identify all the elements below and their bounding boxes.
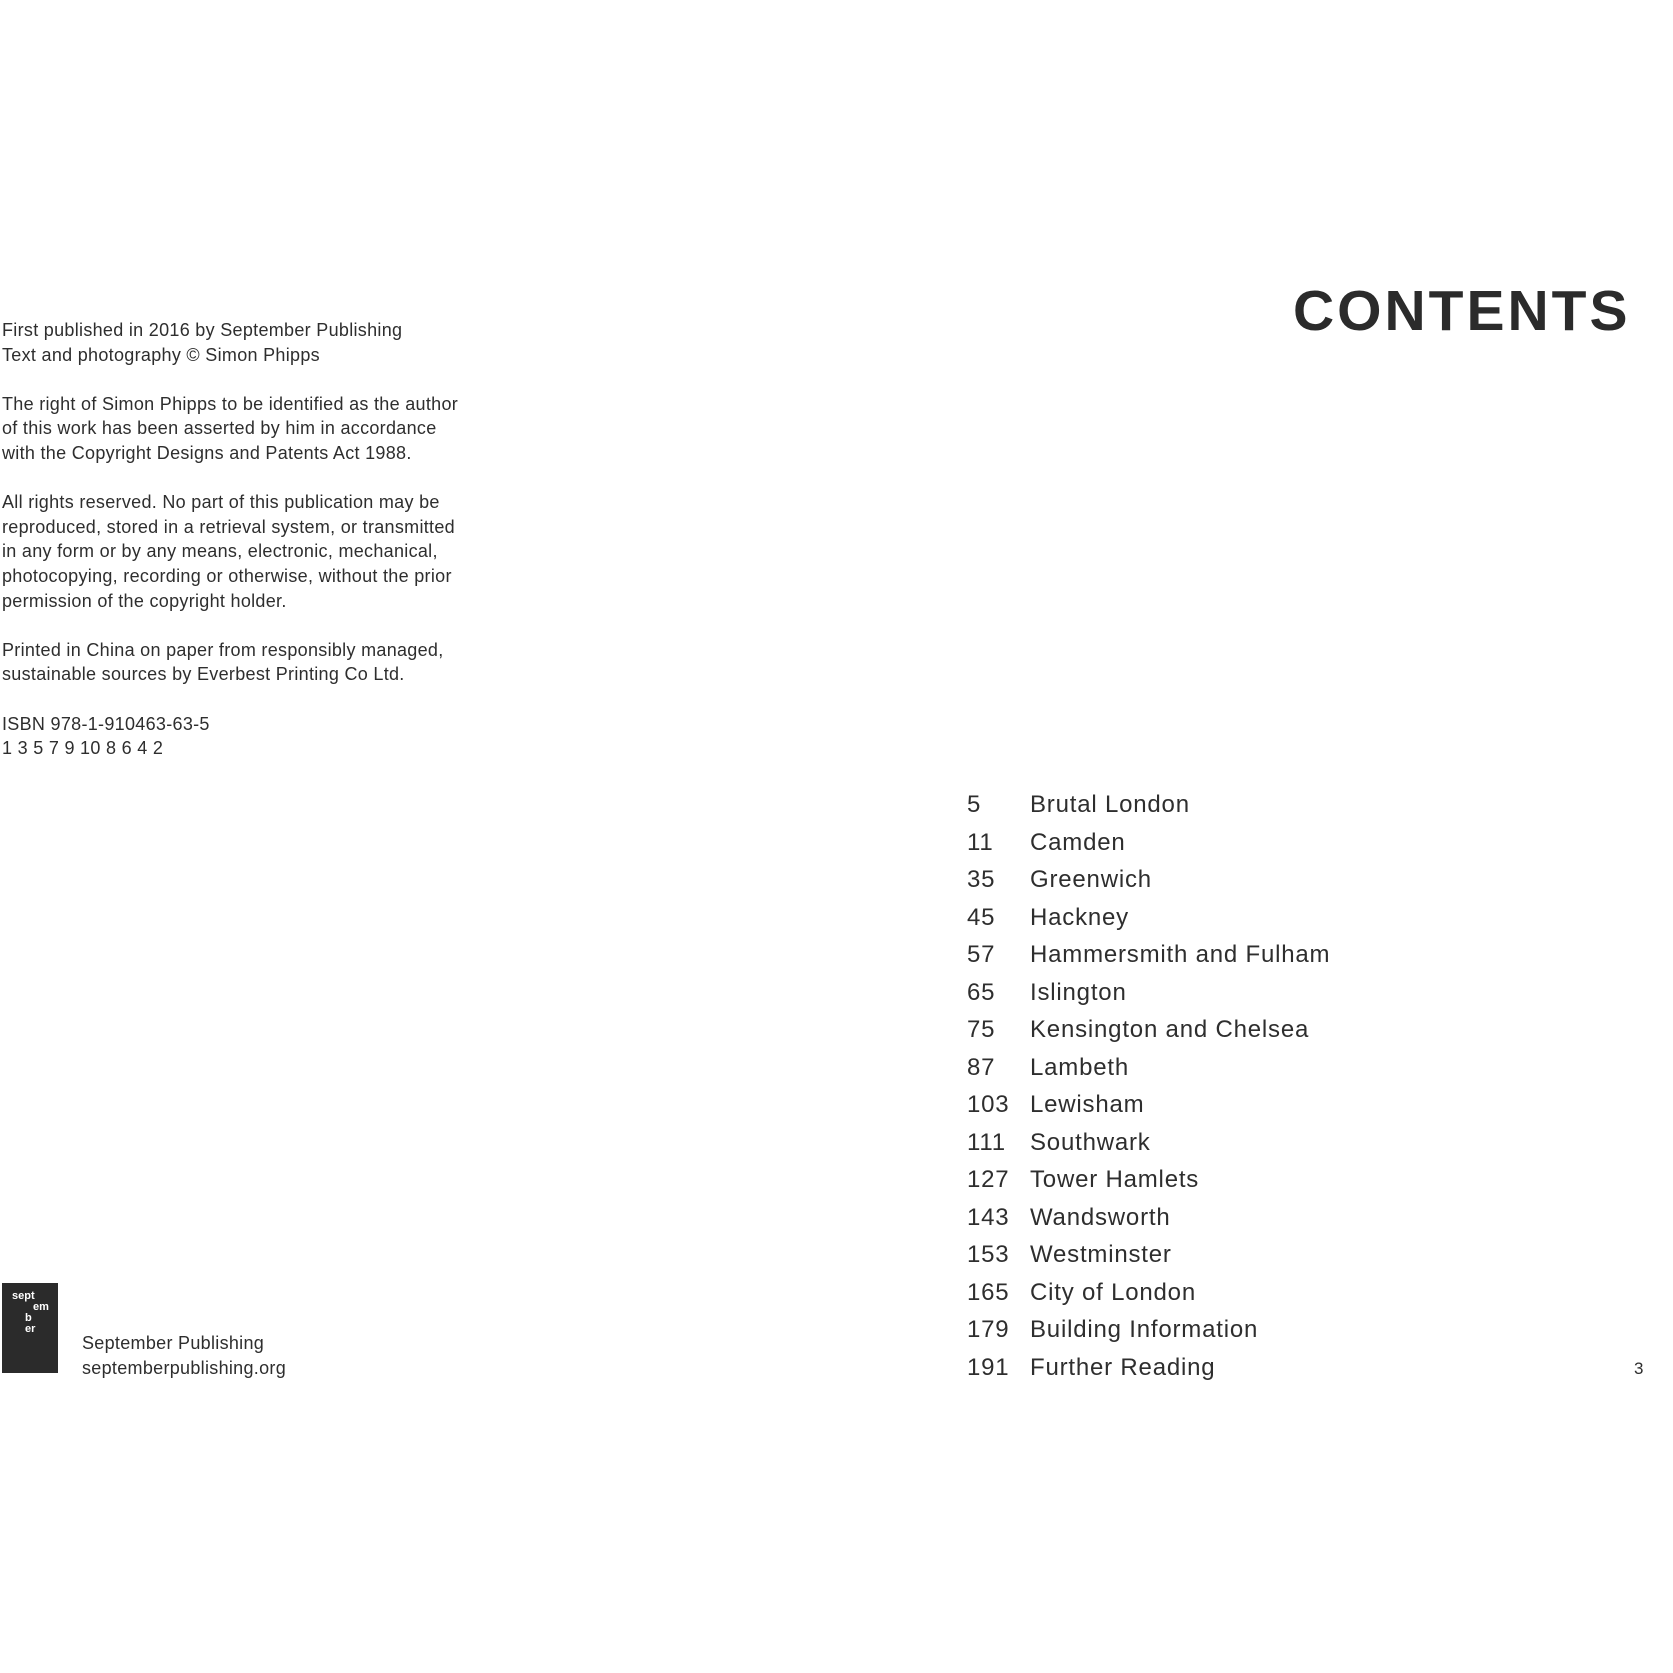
toc-page-number: 5 xyxy=(967,791,982,818)
toc-page-number: 75 xyxy=(967,1016,996,1043)
imprint-paragraph-printing xyxy=(2,638,522,687)
toc-entry xyxy=(967,1011,1330,1049)
imprint-paragraph-rights-reserved xyxy=(2,490,522,613)
publisher-name: September Publishing xyxy=(82,1333,265,1353)
logo-text: sept xyxy=(12,1290,35,1302)
toc-page-number: 127 xyxy=(967,1166,1010,1193)
toc-page-number: 57 xyxy=(967,941,996,968)
toc-entry-title: Hackney xyxy=(1030,903,1129,931)
toc-entry xyxy=(967,1161,1330,1199)
toc-entry xyxy=(967,1124,1330,1162)
table-of-contents xyxy=(967,786,1330,1386)
toc-entry-title: City of London xyxy=(1030,1278,1196,1306)
toc-entry xyxy=(967,899,1330,937)
logo-text: er xyxy=(25,1323,36,1335)
toc-page-number: 179 xyxy=(967,1316,1010,1343)
imprint-paragraph-moral-rights xyxy=(2,392,522,466)
toc-page-number: 191 xyxy=(967,1353,1010,1381)
imprint-line: permission of the copyright holder. xyxy=(2,590,287,611)
imprint-block xyxy=(2,318,522,785)
toc-page-number: 45 xyxy=(967,903,996,931)
imprint-line: The right of Simon Phipps to be identified as the author xyxy=(2,393,459,414)
imprint-paragraph-isbn xyxy=(2,712,522,761)
toc-page-number: 143 xyxy=(967,1203,1010,1231)
contents-title: CONTENTS xyxy=(1293,279,1631,343)
print-run-line: 1 3 5 7 9 10 8 6 4 2 xyxy=(2,738,164,759)
toc-entry xyxy=(967,1349,1330,1387)
toc-entry-title: Westminster xyxy=(1030,1241,1172,1268)
toc-entry xyxy=(967,1086,1330,1124)
toc-entry-title: Hammersmith and Fulham xyxy=(1030,941,1331,968)
imprint-line: in any form or by any means, electronic, mechanical, xyxy=(2,541,438,562)
imprint-line: Printed in China on paper from responsibly managed, xyxy=(2,639,444,660)
toc-entry-title: Kensington and Chelsea xyxy=(1030,1016,1310,1043)
logo-text: em xyxy=(33,1301,49,1313)
toc-entry-title: Islington xyxy=(1030,978,1127,1006)
imprint-line: Text and photography © Simon Phipps xyxy=(2,344,320,365)
toc-entry-title: Southwark xyxy=(1030,1128,1151,1156)
toc-entry-title: Wandsworth xyxy=(1030,1203,1171,1231)
toc-entry xyxy=(967,861,1330,899)
toc-entry-title: Tower Hamlets xyxy=(1030,1166,1200,1193)
toc-entry xyxy=(967,1236,1330,1274)
imprint-line: reproduced, stored in a retrieval system, or transmitted xyxy=(2,516,455,537)
toc-entry-title: Lambeth xyxy=(1030,1053,1129,1081)
toc-page-number: 165 xyxy=(967,1278,1010,1306)
toc-entry xyxy=(967,824,1330,862)
toc-entry xyxy=(967,1274,1330,1312)
toc-page-number: 65 xyxy=(967,978,996,1006)
imprint-line: of this work has been asserted by him in accordance xyxy=(2,418,437,439)
toc-page-number: 153 xyxy=(967,1241,1010,1268)
toc-entry xyxy=(967,1311,1330,1349)
toc-entry-title: Lewisham xyxy=(1030,1091,1145,1118)
toc-entry xyxy=(967,786,1330,824)
imprint-line: All rights reserved. No part of this publication may be xyxy=(2,492,440,513)
publisher-website: septemberpublishing.org xyxy=(82,1358,287,1378)
toc-entry xyxy=(967,974,1330,1012)
toc-entry xyxy=(967,1199,1330,1237)
toc-entry-title: Further Reading xyxy=(1030,1353,1216,1381)
isbn-line: ISBN 978-1-910463-63-5 xyxy=(2,713,210,734)
logo-text: b xyxy=(25,1312,32,1324)
page-number: 3 xyxy=(1634,1359,1644,1378)
toc-entry-title: Brutal London xyxy=(1030,791,1190,818)
imprint-line: First published in 2016 by September Publishing xyxy=(2,320,403,340)
toc-entry-title: Camden xyxy=(1030,828,1126,856)
imprint-line: sustainable sources by Everbest Printing Co Ltd. xyxy=(2,664,405,685)
toc-entry xyxy=(967,1049,1330,1087)
publisher-info xyxy=(82,1331,286,1381)
toc-entry xyxy=(967,936,1330,974)
toc-page-number: 87 xyxy=(967,1053,996,1081)
toc-page-number: 11 xyxy=(967,828,994,856)
imprint-line: photocopying, recording or otherwise, without the prior xyxy=(2,565,452,586)
toc-page-number: 35 xyxy=(967,866,996,893)
toc-entry-title: Building Information xyxy=(1030,1316,1259,1343)
toc-page-number: 103 xyxy=(967,1091,1010,1118)
imprint-line: with the Copyright Designs and Patents Act 1988. xyxy=(2,442,412,463)
publisher-logo xyxy=(2,1283,58,1373)
toc-page-number: 111 xyxy=(967,1128,1006,1156)
toc-entry-title: Greenwich xyxy=(1030,866,1152,893)
imprint-paragraph-publication xyxy=(2,318,522,367)
